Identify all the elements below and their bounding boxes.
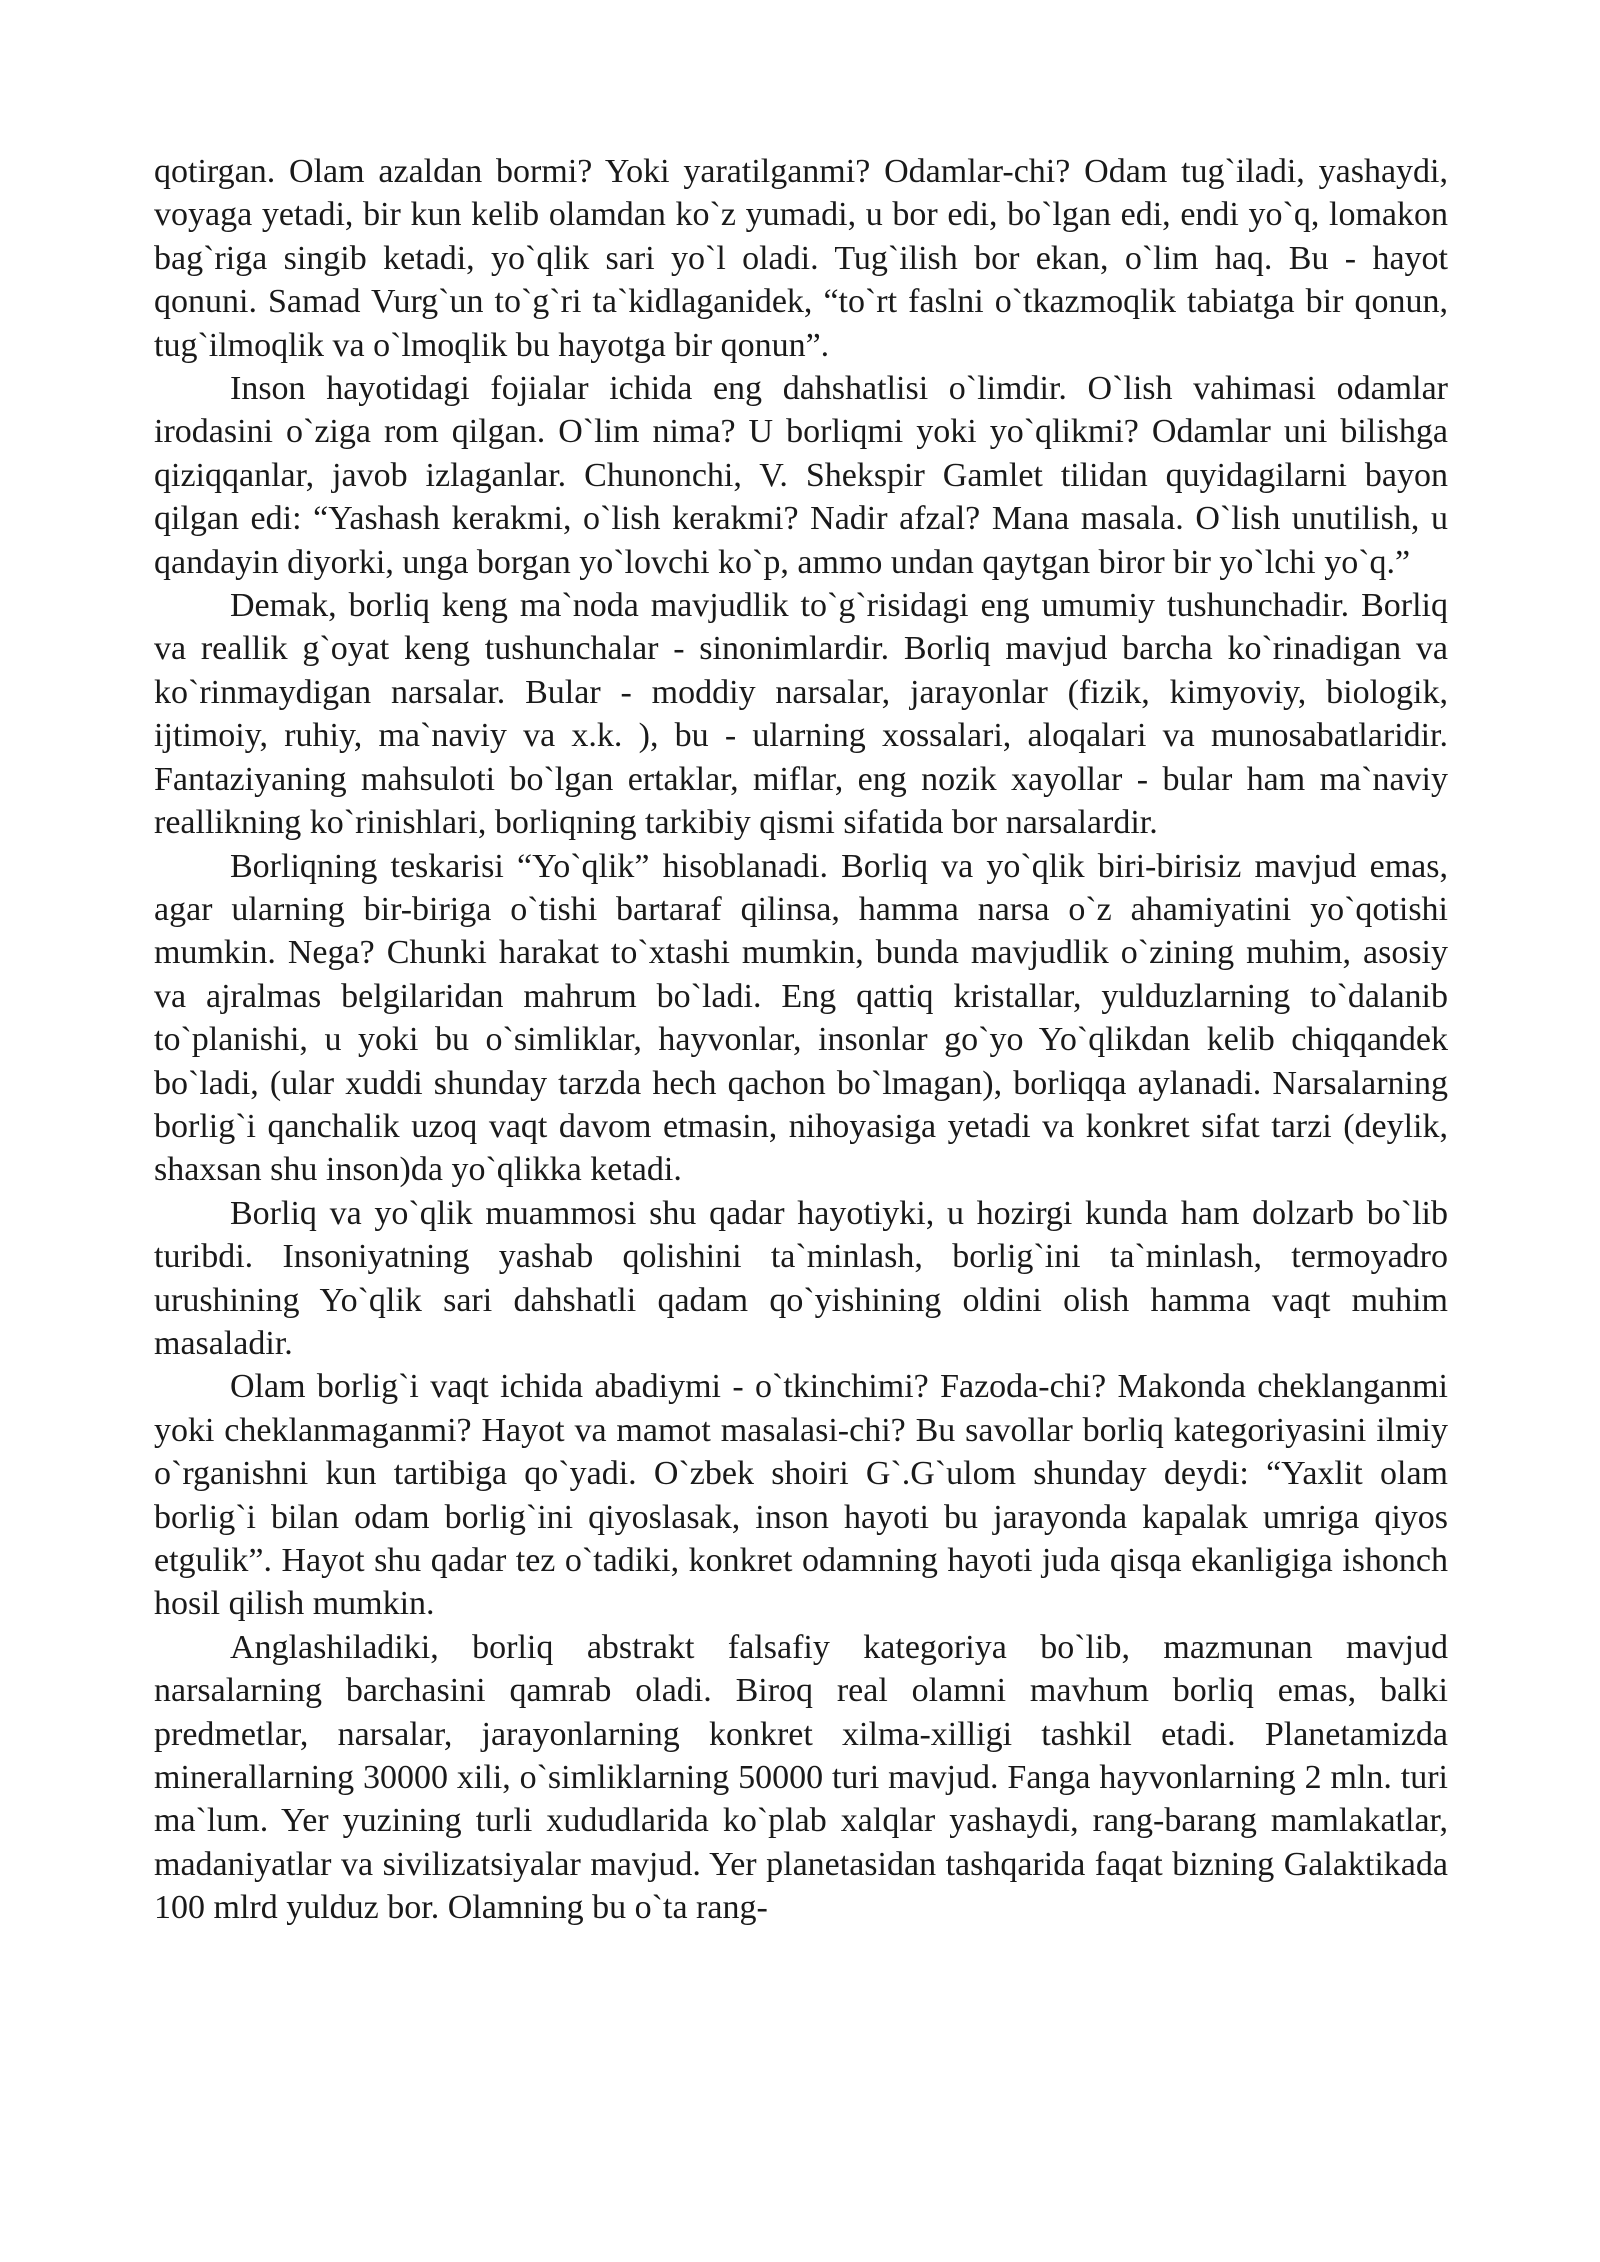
paragraph-continued: qotirgan. Olam azaldan bormi? Yoki yaratilganmi? Odamlar-chi? Odam tug`iladi, yashaydi, voyaga yetadi, bir kun kelib olamdan ko`z yumadi, u bor edi, bo`lgan edi, endi yo`q, lomakon bag`riga singib ketadi, yo`qlik sari yo`l oladi. Tug`ilish bor ekan, o`lim haq. Bu - hayot qonuni. Samad Vurg`un to`g`ri ta`kidlaganidek, “to`rt faslni o`tkazmoqlik tabiatga bir qonun, tug`ilmoqlik va o`lmoqlik bu hayotga bir qonun”.	[154, 153, 1448, 364]
document-page	[154, 150, 1448, 1930]
paragraph-being-definition: Demak, borliq keng ma`noda mavjudlik to`g`risidagi eng umumiy tushunchadir. Borliq va reallik g`oyat keng tushunchalar - sinonimlardir. Borliq mavjud barcha ko`rinadigan va ko`rinmaydigan narsalar. Bular - moddiy narsalar, jarayonlar (fizik, kimyoviy, biologik, ijtimoiy, ruhiy, ma`naviy va x.k. ), bu - ularning xossalari, aloqalari va munosabatlaridir. Fantaziyaning mahsuloti bo`lgan ertaklar, miflar, eng nozik xayollar - bular ham ma`naviy reallikning ko`rinishlari, borliqning tarkibiy qismi sifatida bor narsalardir.	[154, 587, 1448, 842]
paragraph-diversity: Anglashiladiki, borliq abstrakt falsafiy kategoriya bo`lib, mazmunan mavjud narsalarning barchasini qamrab oladi. Biroq real olamni mavhum borliq emas, balki predmetlar, narsalar, jarayonlarning konkret xilma-xilligi tashkil etadi. Planetamizda minerallarning 30000 xili, o`simliklarning 50000 turi mavjud. Fanga hayvonlarning 2 mln. turi ma`lum. Yer yuzining turli xududlarida ko`plab xalqlar yashaydi, rang-barang mamlakatlar, madaniyatlar va sivilizatsiyalar mavjud. Yer planetasidan tashqarida faqat bizning Galaktikada 100 mlrd yulduz bor. Olamning bu o`ta rang-	[154, 1628, 1448, 1927]
paragraph-problem: Borliq va yo`qlik muammosi shu qadar hayotiyki, u hozirgi kunda ham dolzarb bo`lib turibdi. Insoniyatning yashab qolishini ta`minlash, borlig`ini ta`minlash, termoyadro urushining Yo`qlik sari dahshatli qadam qo`yishining oldini olish hamma vaqt muhim masaladir.	[154, 1194, 1448, 1362]
paragraph-death: Inson hayotidagi fojialar ichida eng dahshatlisi o`limdir. O`lish vahimasi odamlar irodasini o`ziga rom qilgan. O`lim nima? U borliqmi yoki yo`qlikmi? Odamlar uni bilishga qiziqqanlar, javob izlaganlar. Chunonchi, V. Shekspir Gamlet tilidan quyidagilarni bayon qilgan edi: “Yashash kerakmi, o`lish kerakmi? Nadir afzal? Mana masala. O`lish unutilish, u qandayin diyorki, unga borgan yo`lovchi ko`p, ammo undan qaytgan biror bir yo`lchi yo`q.”	[154, 370, 1448, 581]
paragraph-eternity: Olam borlig`i vaqt ichida abadiymi - o`tkinchimi? Fazoda-chi? Makonda cheklanganmi yoki cheklanmaganmi? Hayot va mamot masalasi-chi? Bu savollar borliq kategoriyasini ilmiy o`rganishni kun tartibiga qo`yadi. O`zbek shoiri G`.G`ulom shunday deydi: “Yaxlit olam borlig`i bilan odam borlig`ini qiyoslasak, inson hayoti bu jarayonda kapalak umriga qiyos etgulik”. Hayot shu qadar tez o`tadiki, konkret odamning hayoti juda qisqa ekanligiga ishonch hosil qilish mumkin.	[154, 1368, 1448, 1623]
paragraph-nothingness: Borliqning teskarisi “Yo`qlik” hisoblanadi. Borliq va yo`qlik biri-birisiz mavjud emas, agar ularning bir-biriga o`tishi bartaraf qilinsa, hamma narsa o`z ahamiyatini yo`qotishi mumkin. Nega? Chunki harakat to`xtashi mumkin, bunda mavjudlik o`zining muhim, asosiy va ajralmas belgilaridan mahrum bo`ladi. Eng qattiq kristallar, yulduzlarning to`dalanib to`planishi, u yoki bu o`simliklar, hayvonlar, insonlar go`yo Yo`qlikdan kelib chiqqandek bo`ladi, (ular xuddi shunday tarzda hech qachon bo`lmagan), borliqqa aylanadi. Narsalarning borlig`i qanchalik uzoq vaqt davom etmasin, nihoyasiga yetadi va konkret sifat tarzi (deylik, shaxsan shu inson)da yo`qlikka ketadi.	[154, 847, 1448, 1189]
